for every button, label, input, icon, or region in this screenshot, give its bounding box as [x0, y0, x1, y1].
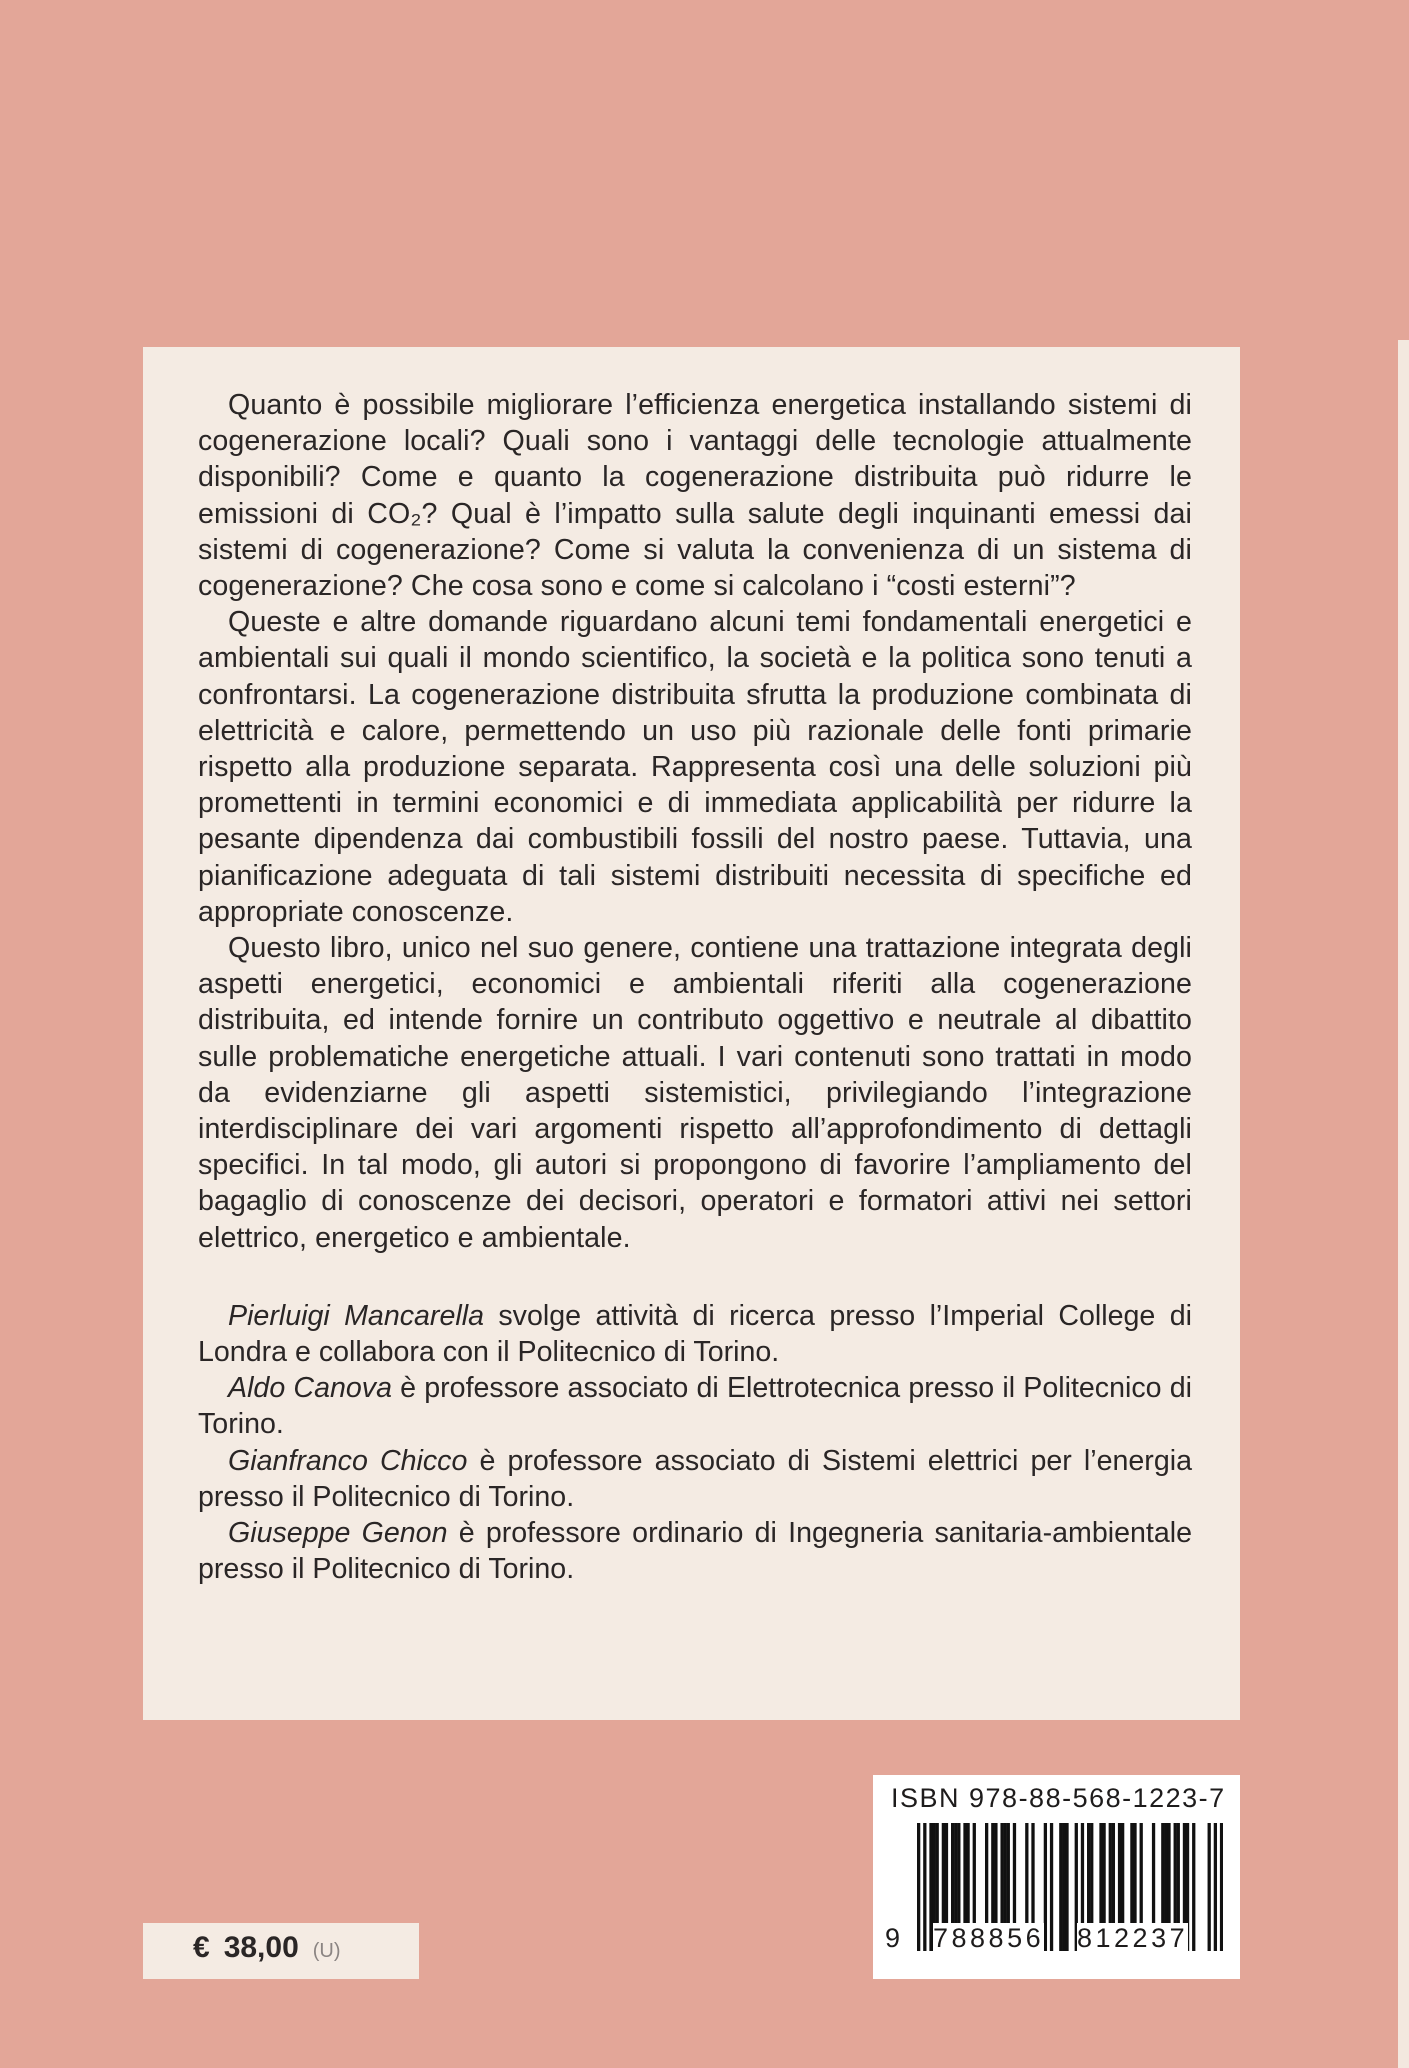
author-name: Giuseppe Genon	[228, 1517, 448, 1550]
description-paragraph-2: Queste e altre domande riguardano alcuni temi fondamentali energetici e ambientali sui quali il mondo scientifico, la società e la politica sono tenuti a confrontarsi. La cogenerazione distribuita sfrutta la produzione combinata di elettricità e calore, permettendo un uso più razionale delle fonti primarie rispetto alla produzione separata. Rappresenta così una delle soluzioni più promettenti in termini economici e di immediata applicabilità per ridurre la pesante dipendenza dai combustibili fossili del nostro paese. Tuttavia, una pianificazione adeguata di tali sistemi distribuiti necessita di specifiche ed appropriate conoscenze.	[198, 606, 1192, 928]
author-bio-2	[198, 1370, 1192, 1442]
currency-symbol: €	[193, 1931, 210, 1964]
barcode-bar	[1214, 1823, 1217, 1951]
barcode-right-digits: 812237	[1077, 1923, 1189, 1953]
back-cover-text-panel	[143, 347, 1240, 1720]
description-paragraph-1: Quanto è possibile migliorare l’efficienza energetica installando sistemi di cogenerazione locali? Quali sono i vantaggi delle tecnologie attualmente disponibili? Come e quanto la cogenerazione distribuita può ridurre le emissioni di CO₂? Qual è l’impatto sulla salute degli inquinanti emessi dai sistemi di cogenerazione? Come si valuta la convenienza di un sistema di cogenerazione? Che cosa sono e come si calcolano i “costi esterni”?	[198, 389, 1192, 603]
author-description: è professore associato di Elettrotecnica presso il Politecnico di Torino.	[198, 1372, 1192, 1441]
price-code: (U)	[312, 1940, 341, 1962]
isbn-number: ISBN 978-88-568-1223-7	[891, 1783, 1226, 1813]
barcode-bar	[1065, 1823, 1068, 1951]
barcode-bar	[1192, 1823, 1195, 1951]
barcode-bar	[1220, 1823, 1223, 1951]
price-amount: 38,00	[223, 1931, 299, 1964]
spine-edge	[1398, 340, 1409, 2068]
author-name: Gianfranco Chicco	[228, 1444, 468, 1477]
barcode-bar	[1059, 1823, 1062, 1951]
author-name: Pierluigi Mancarella	[228, 1299, 484, 1332]
author-bio-4	[198, 1515, 1192, 1587]
author-description: è professore associato di Sistemi elettrici per l’energia presso il Politecnico di Torino.	[198, 1444, 1192, 1513]
barcode-bar	[1062, 1823, 1065, 1951]
isbn-barcode	[873, 1775, 1240, 1979]
author-name: Aldo Canova	[228, 1372, 392, 1405]
author-bio-3	[198, 1443, 1192, 1515]
barcode-bar	[1208, 1823, 1211, 1951]
author-description: è professore ordinario di Ingegneria sanitaria-ambientale presso il Politecnico di Torino.	[198, 1517, 1192, 1586]
author-description: svolge attività di ricerca presso l’Imperial College di Londra e collabora con il Politecnico di Torino.	[198, 1299, 1192, 1369]
barcode-bar	[1044, 1823, 1047, 1951]
price-label	[143, 1923, 419, 1979]
section-gap	[198, 1256, 1192, 1298]
barcode-left-digits: 788856	[933, 1923, 1045, 1953]
barcode-first-digit: 9	[885, 1923, 904, 1953]
barcode-bar	[923, 1823, 926, 1951]
barcode-bar	[917, 1823, 920, 1951]
barcode-bar	[1050, 1823, 1053, 1951]
author-bio-1	[198, 1298, 1192, 1370]
description-paragraph-3: Questo libro, unico nel suo genere, contiene una trattazione integrata degli aspetti energetici, economici e ambientali riferiti alla cogenerazione distribuita, ed intende fornire un contributo oggettivo e neutrale al dibattito sulle problematiche energetiche attuali. I vari contenuti sono trattati in modo da evidenziarne gli aspetti sistemistici, privilegiando l’integrazione interdisciplinare dei vari argomenti rispetto all’approfondimento di dettagli specifici. In tal modo, gli autori si propongono di favorire l’ampliamento del bagaglio di conoscenze dei decisori, operatori e formatori attivi nei settori elettrico, energetico e ambientale.	[198, 932, 1192, 1254]
